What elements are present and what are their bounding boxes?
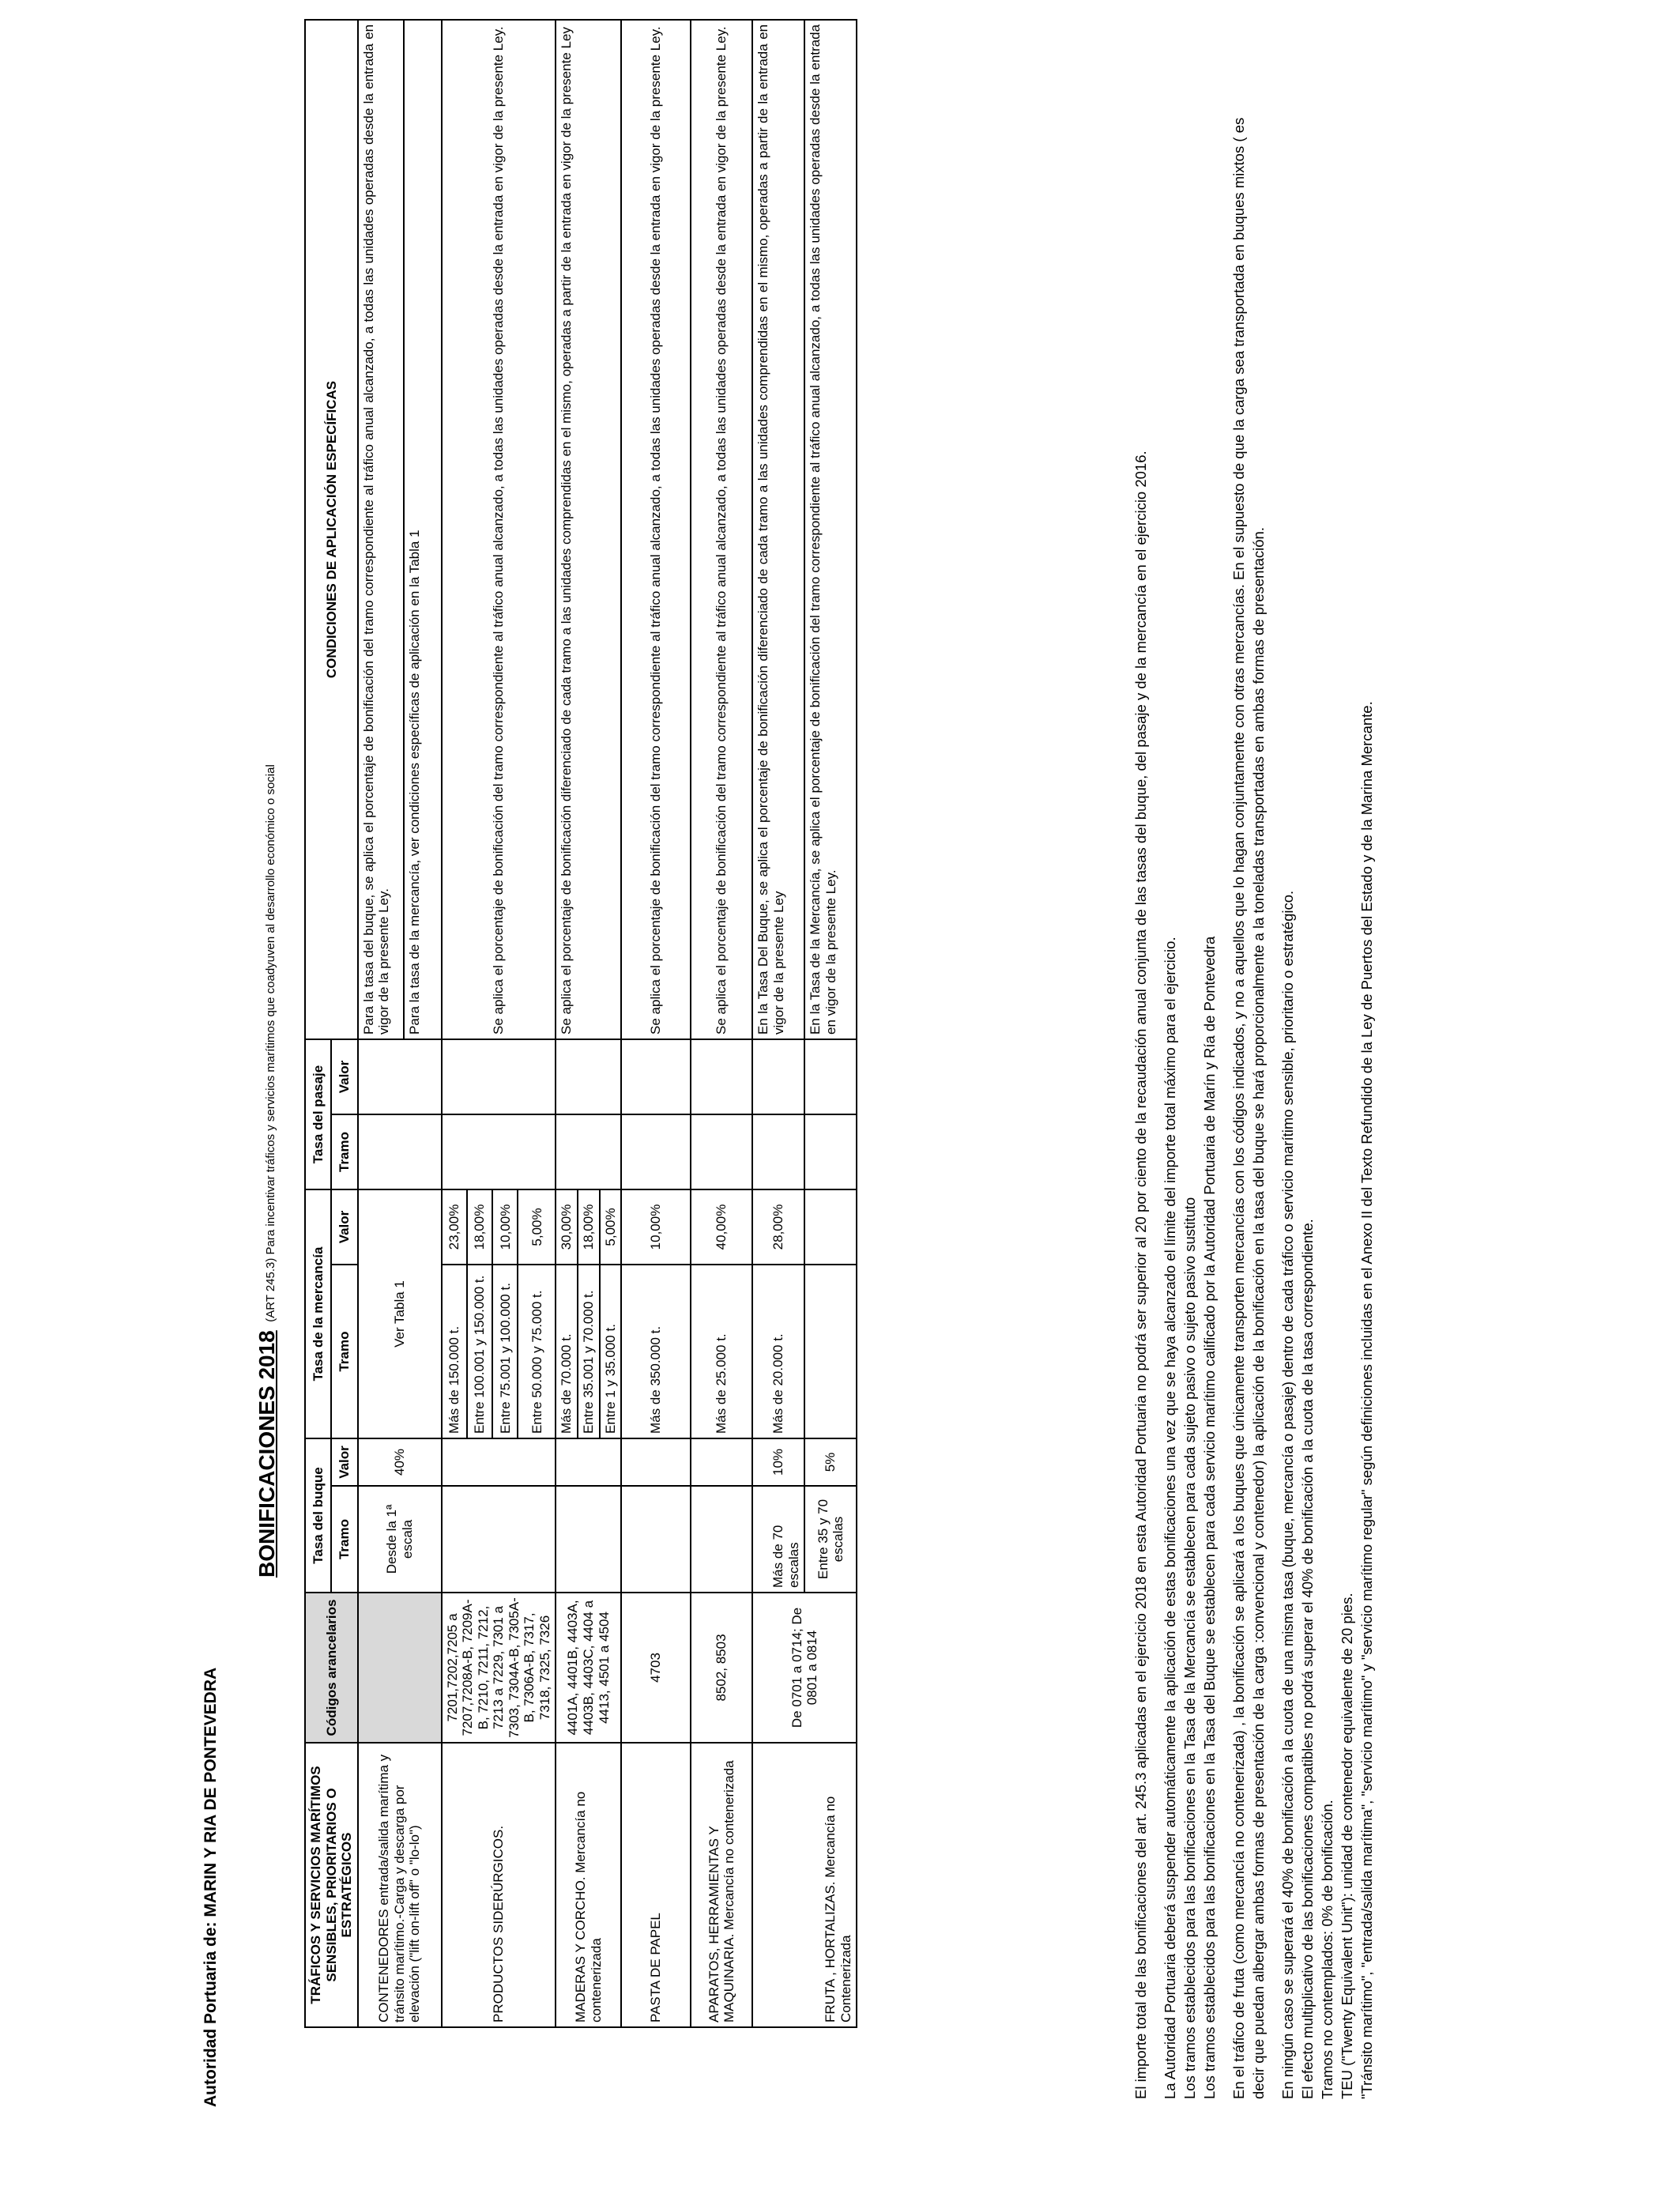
note-zero-tiers: Tramos no contemplados: 0% de bonificación.: [1318, 1800, 1335, 2099]
traffic-wood: MADERAS Y CORCHO. Mercancía no contenerizada: [556, 1743, 621, 2027]
traffic-machinery: APARATOS, HERRAMIENTAS Y MAQUINARIA. Mercancía no contenerizada: [691, 1743, 752, 2027]
header-goods-valor: Valor: [331, 1189, 357, 1265]
goods-valor-fruit-empty: [804, 1189, 857, 1265]
codes-containers: [358, 1593, 442, 1743]
goods-valor-pulp: 10,00%: [621, 1189, 691, 1265]
goods-valor-machinery: 40,00%: [691, 1189, 752, 1265]
ship-valor-wood: [556, 1438, 621, 1486]
goods-tier-valor: 5,00%: [518, 1189, 556, 1265]
goods-tramo-containers: Ver Tabla 1: [358, 1189, 442, 1438]
passage-valor-pulp: [621, 1039, 691, 1114]
header-ship-valor: Valor: [331, 1438, 357, 1486]
goods-tier-valor: 18,00%: [578, 1189, 600, 1265]
ship-tramo-steel: [442, 1486, 556, 1593]
conditions-machinery: Se aplica el porcentaje de bonificación del tramo correspondiente al tráfico anual alcanzado, a todas las unidades operadas desde la entrada en vigor de la presente Ley.: [691, 20, 752, 1039]
note-max-40: En ningún caso se superará el 40% de bonificación a la cuota de una misma tasa (buque, mercancía o pasaje) dentro de cada tráfico o servicio marítimo sensible, prioritario o estratégico.: [1279, 890, 1296, 2099]
header-goods-tramo: Tramo: [331, 1265, 357, 1438]
ship-valor-containers: 40%: [358, 1438, 442, 1486]
conditions-wood: Se aplica el porcentaje de bonificación diferenciado de cada tramo a las unidades comprendidas en el mismo, operadas a partir de la entrada en vigor de la presente Ley: [556, 20, 621, 1039]
note-goods-tiers: Los tramos establecidos para las bonificaciones en la Tasa de la Mercancía se establecen para cada sujeto pasivo o sujeto pasivo sustituto: [1181, 1197, 1198, 2099]
codes-wood: 4401A, 4401B, 4403A, 4403B, 4403C, 4404 a 4413, 4501 a 4504: [556, 1593, 621, 1743]
goods-tier-tramo: Entre 75.001 y 100.000 t.: [492, 1265, 518, 1438]
codes-steel: 7201,7202,7205 a 7207,7208A-B, 7209A-B, 7210, 7211, 7212, 7213 a 7229, 7301 a 7303, 7304A-B, 7305A-B, 7306A-B, 7317, 7318, 7325, 7326: [442, 1593, 556, 1743]
goods-tier-valor: 23,00%: [442, 1189, 467, 1265]
note-suspension: La Autoridad Portuaria deberá suspender automáticamente la aplicación de estas bonificaciones una vez que se haya alcanzado el límite del importe total máximo para el ejercicio.: [1161, 937, 1178, 2099]
traffic-containers: CONTENEDORES entrada/salida marítima y tránsito marítimo.-Carga y descarga por elevación ("lift on-lift off" o "lo-lo"): [358, 1743, 442, 2027]
codes-machinery: 8502, 8503: [691, 1593, 752, 1743]
table-row-containers-a: [358, 20, 404, 2027]
port-authority-label: Autoridad Portuaria de: MARIN Y RIA DE PONTEVEDRA: [202, 1667, 220, 2107]
goods-tier-valor: 18,00%: [467, 1189, 492, 1265]
conditions-steel: Se aplica el porcentaje de bonificación del tramo correspondiente al tráfico anual alcanzado, a todas las unidades operadas desde la entrada en vigor de la presente Ley.: [442, 20, 556, 1039]
goods-tier-tramo: Entre 100.001 y 150.000 t.: [467, 1265, 492, 1438]
passage-tramo-pulp: [621, 1114, 691, 1189]
traffic-pulp: PASTA DE PAPEL: [621, 1743, 691, 2027]
passage-valor-containers: [358, 1039, 442, 1114]
passage-valor-fruit: [752, 1039, 804, 1114]
conditions-fruit-goods: En la Tasa de la Mercancía, se aplica el porcentaje de bonificación del tramo correspondiente al tráfico anual alcanzado, a todas las unidades operadas desde la entrada en vigor de la presente Ley.: [804, 20, 857, 1039]
note-fruit: En el tráfico de fruta (como mercancía no contenerizada) , la bonificación se aplicará a los buques que únicamente transporten mercancías con los códigos indicados, y no a aquellos que lo hagan conjuntamente con otras mercancías. En el supuesto de que la carga sea transportada en buques mixtos ( es decir que puedan albergar ambas formas de presentación de la carga :convencional y contenedor) la aplicación de la bonificación en la tasa del buque se hará proporcionalmente a la toneladas transportadas en ambas formas de presentación.: [1230, 117, 1267, 2099]
goods-tier-tramo: Entre 1 y 35.000 t.: [600, 1265, 622, 1438]
note-multiplicative: El efecto multiplicativo de las bonificaciones compatibles no podrá superar el 40% de bonificación a la cuota de la tasa correspondiente.: [1298, 1219, 1316, 2099]
passage-valor-wood: [556, 1039, 621, 1114]
ship-valor-machinery: [691, 1438, 752, 1486]
traffic-fruit: FRUTA , HORTALIZAS. Mercancía no Contenerizada: [752, 1743, 857, 2027]
ship-tramo-wood: [556, 1486, 621, 1593]
goods-tier-tramo: Entre 35.001 y 70.000 t.: [578, 1265, 600, 1438]
table-row-machinery: [691, 20, 752, 2027]
table-row-wood-1: [556, 20, 578, 2027]
header-passage-fee: Tasa del pasaje: [305, 1039, 331, 1189]
document-title: BONIFICACIONES 2018: [254, 1330, 279, 1578]
conditions-containers-ship: Para la tasa del buque, se aplica el porcentaje de bonificación del tramo correspondiente al tráfico anual alcanzado, a todas las unidades operadas desde la entrada en vigor de la presente Ley.: [358, 20, 404, 1039]
bonus-table: [304, 19, 857, 2028]
ship-tramo-containers: Desde la 1ª escala: [358, 1486, 442, 1593]
goods-tier-valor: 10,00%: [492, 1189, 518, 1265]
ship-valor-steel: [442, 1438, 556, 1486]
goods-tier-tramo: Entre 50.000 y 75.000 t.: [518, 1265, 556, 1438]
document-title-block: [254, 764, 280, 1578]
table-header-row-1: [305, 20, 331, 2027]
ship-valor-pulp: [621, 1438, 691, 1486]
note-teu: TEU ("Twenty Equivalent Unit"): unidad de contenedor equivalente de 20 pies.: [1338, 1593, 1355, 2099]
ship-tramo-fruit-1: Más de 70 escalas: [752, 1486, 804, 1593]
passage-tramo-wood: [556, 1114, 621, 1189]
conditions-pulp: Se aplica el porcentaje de bonificación del tramo correspondiente al tráfico anual alcanzado, a todas las unidades operadas desde la entrada en vigor de la presente Ley.: [621, 20, 691, 1039]
table-row-fruit-a: [752, 20, 804, 2027]
goods-tramo-pulp: Más de 350.000 t.: [621, 1265, 691, 1438]
passage-tramo-steel: [442, 1114, 556, 1189]
header-passage-valor: Valor: [331, 1039, 357, 1114]
header-ship-fee: Tasa del buque: [305, 1438, 331, 1593]
table-row-steel-1: [442, 20, 467, 2027]
goods-tier-valor: 30,00%: [556, 1189, 578, 1265]
footnotes: [1132, 92, 1377, 2099]
passage-tramo-fruit: [752, 1114, 804, 1189]
passage-valor-machinery: [691, 1039, 752, 1114]
header-goods-fee: Tasa de la mercancía: [305, 1189, 331, 1438]
header-ship-tramo: Tramo: [331, 1486, 357, 1593]
header-passage-tramo: Tramo: [331, 1114, 357, 1189]
goods-tramo-machinery: Más de 25.000 t.: [691, 1265, 752, 1438]
goods-tier-tramo: Más de 70.000 t.: [556, 1265, 578, 1438]
ship-tramo-fruit-2: Entre 35 y 70 escalas: [804, 1486, 857, 1593]
codes-fruit: De 0701 a 0714; De 0801 a 0814: [752, 1593, 857, 1743]
codes-pulp: 4703: [621, 1593, 691, 1743]
ship-tramo-machinery: [691, 1486, 752, 1593]
goods-tramo-fruit-empty: [804, 1265, 857, 1438]
goods-tramo-fruit: Más de 20.000 t.: [752, 1265, 804, 1438]
passage-valor-steel: [442, 1039, 556, 1114]
passage-tramo-fruit-empty: [804, 1114, 857, 1189]
note-definitions: "Tránsito marítimo", "entrada/salida marítima", "servicio marítimo" y "servicio marítimo regular" según definiciones incluidas en el Anexo II del Texto Refundido de la Ley de Puertos del Estado y de la Marina Mercante.: [1358, 701, 1375, 2099]
passage-tramo-containers: [358, 1114, 442, 1189]
note-ship-tiers: Los tramos establecidos para las bonificaciones en la Tasa del Buque se establecen para cada servicio marítimo calificado por la Autoridad Portuaria de Marín y Ría de Pontevedra: [1200, 936, 1218, 2099]
traffic-steel: PRODUCTOS SIDERÚRGICOS.: [442, 1743, 556, 2027]
document-subtitle: (ART 245.3) Para incentivar tráficos y servicios marítimos que coadyuven al desarrollo económico o social: [264, 764, 277, 1322]
ship-valor-fruit-1: 10%: [752, 1438, 804, 1486]
ship-valor-fruit-2: 5%: [804, 1438, 857, 1486]
header-conditions: CONDICIONES DE APLICACIÓN ESPECÍFICAS: [305, 20, 358, 1039]
note-total-limit: El importe total de las bonificaciones del art. 245.3 aplicadas en el ejercicio 2018 en esta Autoridad Portuaria no podrá ser superior al 20 por ciento de la recaudación anual conjunta de las tasas del buque, del pasaje y de la mercancía en el ejercicio 2016.: [1132, 450, 1149, 2099]
goods-tier-valor: 5,00%: [600, 1189, 622, 1265]
conditions-fruit-ship: En la Tasa Del Buque, se aplica el porcentaje de bonificación diferenciado de cada tramo a las unidades comprendidas en el mismo, operadas a partir de la entrada en vigor de la presente Ley: [752, 20, 804, 1039]
goods-tier-tramo: Más de 150.000 t.: [442, 1265, 467, 1438]
header-codes: Códigos arancelarios: [305, 1593, 358, 1743]
table-row-pulp: [621, 20, 691, 2027]
header-traffic: TRÁFICOS Y SERVICIOS MARÍTIMOS SENSIBLES, PRIORITARIOS O ESTRATÉGICOS: [305, 1743, 358, 2027]
goods-valor-fruit: 28,00%: [752, 1189, 804, 1265]
conditions-containers-goods: Para la tasa de la mercancía, ver condiciones específicas de aplicación en la Tabla 1: [404, 20, 442, 1039]
passage-valor-fruit-empty: [804, 1039, 857, 1114]
ship-tramo-pulp: [621, 1486, 691, 1593]
passage-tramo-machinery: [691, 1114, 752, 1189]
